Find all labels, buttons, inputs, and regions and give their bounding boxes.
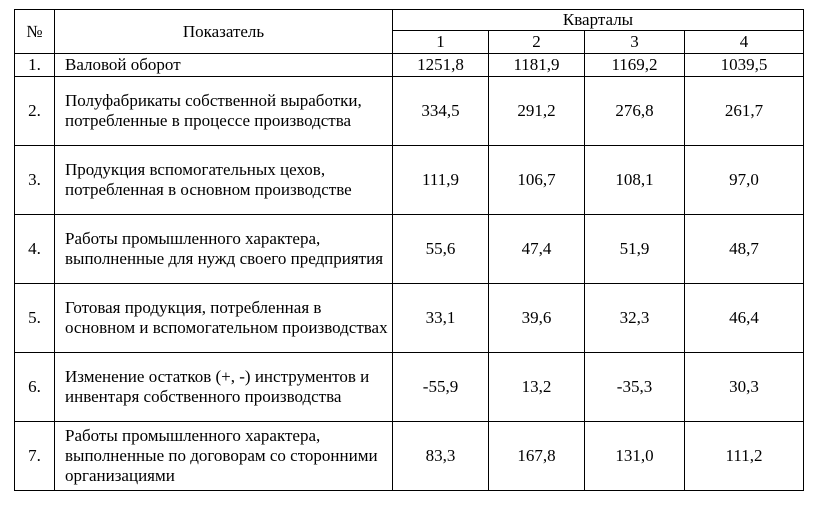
- row-number: 3.: [15, 146, 55, 215]
- row-value-q4: 1039,5: [685, 54, 804, 77]
- row-value-q1: -55,9: [393, 353, 489, 422]
- row-value-q2: 106,7: [489, 146, 585, 215]
- table-row: [15, 215, 804, 284]
- row-value-q2: 291,2: [489, 77, 585, 146]
- row-value-q4: 48,7: [685, 215, 804, 284]
- row-number: 1.: [15, 54, 55, 77]
- row-label: Полуфабрикаты собственной выработки, потребленные в процессе производства: [55, 77, 393, 146]
- row-value-q4: 111,2: [685, 422, 804, 491]
- row-value-q4: 46,4: [685, 284, 804, 353]
- row-value-q4: 97,0: [685, 146, 804, 215]
- row-value-q1: 111,9: [393, 146, 489, 215]
- row-value-q2: 39,6: [489, 284, 585, 353]
- row-label: Продукция вспомогательных цехов, потребленная в основном производстве: [55, 146, 393, 215]
- table-row: [15, 77, 804, 146]
- row-value-q3: 131,0: [585, 422, 685, 491]
- row-label: Валовой оборот: [55, 54, 393, 77]
- row-value-q2: 13,2: [489, 353, 585, 422]
- row-value-q3: 51,9: [585, 215, 685, 284]
- table-row: [15, 353, 804, 422]
- row-label: Работы промышленного характера, выполненные по договорам со сторонними организациями: [55, 422, 393, 491]
- header-quarter-2: 2: [489, 31, 585, 54]
- header-number: №: [15, 10, 55, 54]
- row-value-q3: 1169,2: [585, 54, 685, 77]
- row-number: 7.: [15, 422, 55, 491]
- header-indicator: Показатель: [55, 10, 393, 54]
- row-value-q2: 47,4: [489, 215, 585, 284]
- row-number: 2.: [15, 77, 55, 146]
- row-value-q4: 261,7: [685, 77, 804, 146]
- row-value-q2: 1181,9: [489, 54, 585, 77]
- row-value-q2: 167,8: [489, 422, 585, 491]
- row-value-q3: 108,1: [585, 146, 685, 215]
- row-number: 6.: [15, 353, 55, 422]
- row-label: Изменение остатков (+, -) инструментов и инвентаря собственного производства: [55, 353, 393, 422]
- row-value-q3: 276,8: [585, 77, 685, 146]
- header-quarter-1: 1: [393, 31, 489, 54]
- table-row: [15, 284, 804, 353]
- header-quarter-4: 4: [685, 31, 804, 54]
- row-value-q1: 33,1: [393, 284, 489, 353]
- header-quarter-3: 3: [585, 31, 685, 54]
- data-table: [14, 9, 804, 491]
- table-row: [15, 146, 804, 215]
- row-value-q4: 30,3: [685, 353, 804, 422]
- row-value-q3: 32,3: [585, 284, 685, 353]
- row-value-q1: 55,6: [393, 215, 489, 284]
- row-value-q1: 334,5: [393, 77, 489, 146]
- table-row: [15, 422, 804, 491]
- row-label: Работы промышленного характера, выполненные для нужд своего предприятия: [55, 215, 393, 284]
- table-row: [15, 54, 804, 77]
- row-label: Готовая продукция, потребленная в основном и вспомогательном производствах: [55, 284, 393, 353]
- row-number: 5.: [15, 284, 55, 353]
- row-number: 4.: [15, 215, 55, 284]
- header-quarters: Кварталы: [393, 10, 804, 31]
- row-value-q1: 83,3: [393, 422, 489, 491]
- row-value-q1: 1251,8: [393, 54, 489, 77]
- row-value-q3: -35,3: [585, 353, 685, 422]
